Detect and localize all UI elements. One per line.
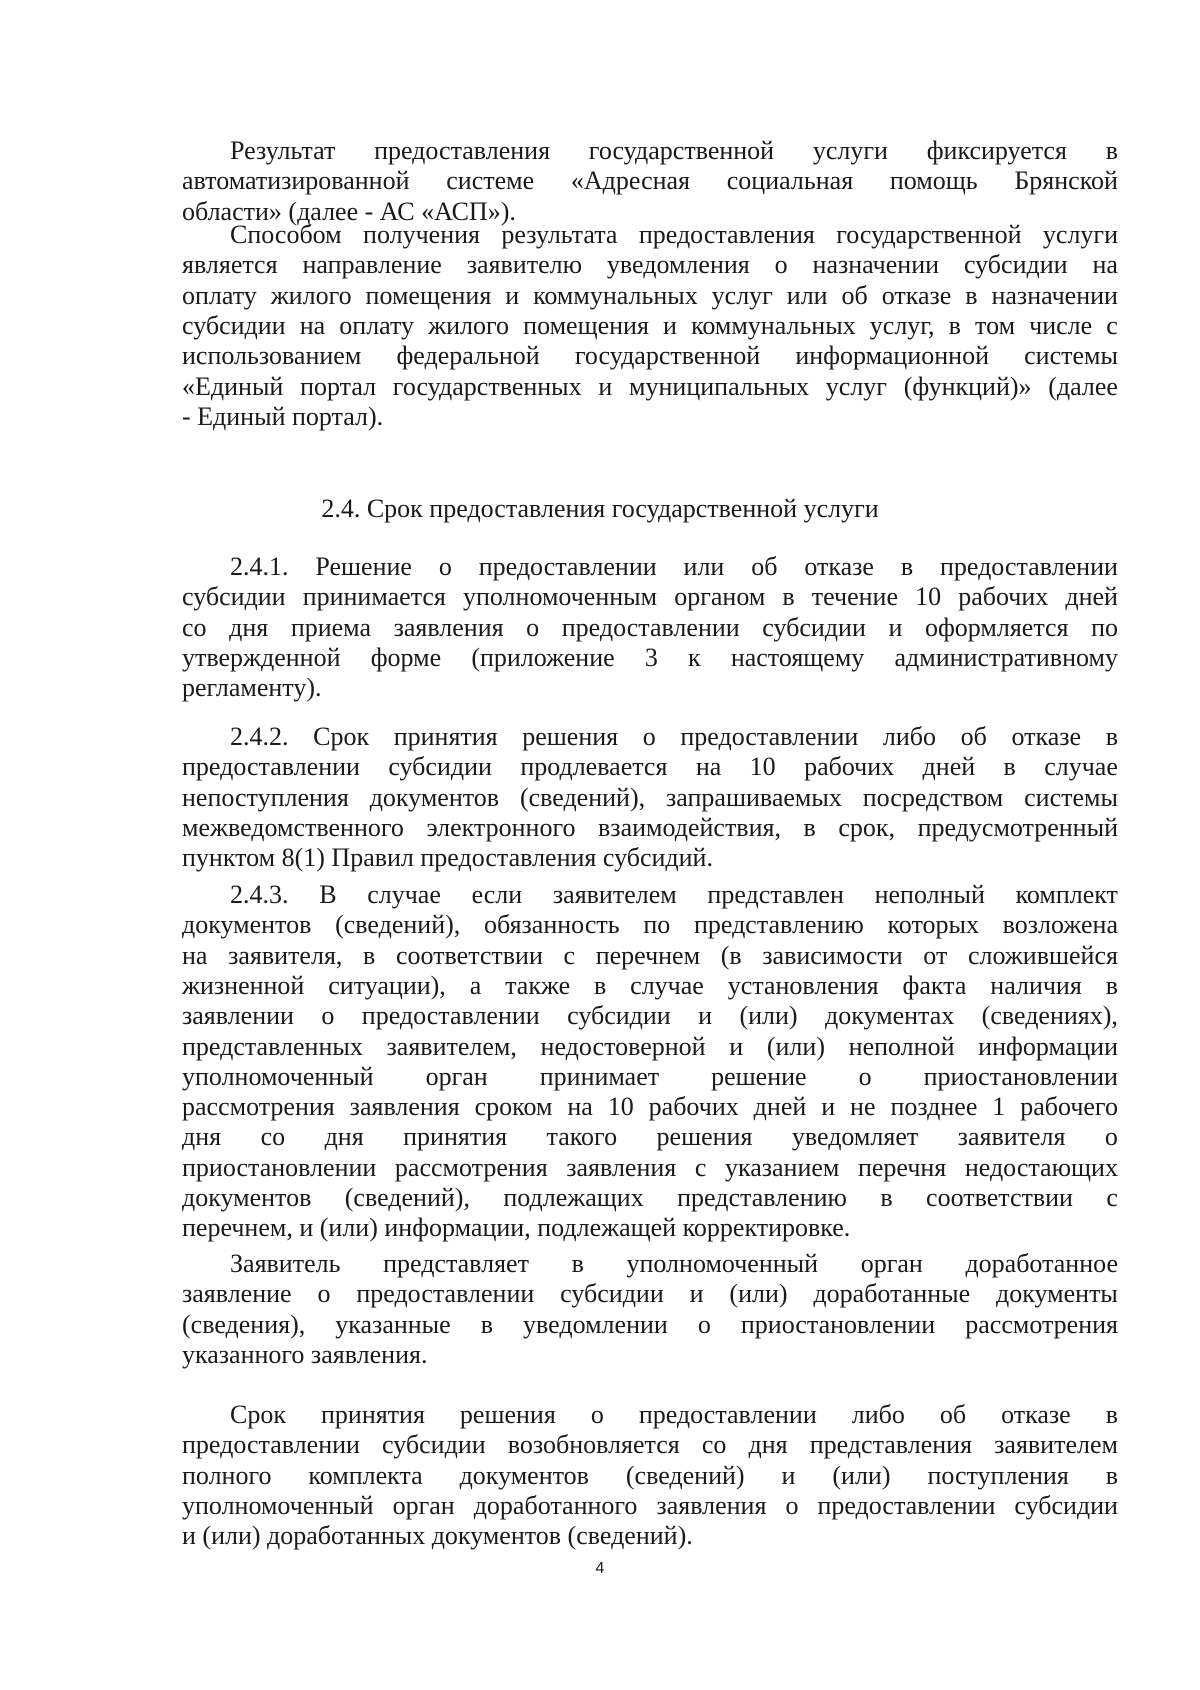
paragraph-line: «Единый портал государственных и муниципальных услуг (функций)» (далее <box>182 372 1118 401</box>
paragraph-line: на заявителя, в соответствии с перечнем (в зависимости от сложившейся <box>182 941 1118 970</box>
page-number: 4 <box>595 1560 605 1577</box>
paragraph-line: перечнем, и (или) информации, подлежащей корректировке. <box>182 1213 851 1242</box>
paragraph-line: использованием федеральной государственной информационной системы <box>182 341 1118 370</box>
paragraph-line: является направление заявителю уведомления о назначении субсидии на <box>182 250 1118 279</box>
paragraph-line: 2.4.3. В случае если заявителем представлен неполный комплект <box>230 880 1118 909</box>
paragraph-line: оплату жилого помещения и коммунальных услуг или об отказе в назначении <box>182 281 1118 310</box>
paragraph-line: рассмотрения заявления сроком на 10 рабочих дней и не позднее 1 рабочего <box>182 1092 1118 1121</box>
paragraph-line: субсидии принимается уполномоченным органом в течение 10 рабочих дней <box>182 582 1118 611</box>
paragraph-line: (сведения), указанные в уведомлении о приостановлении рассмотрения <box>182 1310 1118 1339</box>
paragraph-line: Заявитель представляет в уполномоченный орган доработанное <box>230 1249 1118 1278</box>
section-heading: 2.4. Срок предоставления государственной услуги <box>321 494 879 523</box>
paragraph-line: указанного заявления. <box>182 1340 428 1369</box>
paragraph-line: дня со дня принятия такого решения уведомляет заявителя о <box>182 1122 1118 1151</box>
paragraph-line: субсидии на оплату жилого помещения и коммунальных услуг, в том числе с <box>182 311 1118 340</box>
paragraph-line: документов (сведений), подлежащих представлению в соответствии с <box>182 1183 1118 1212</box>
paragraph-line: непоступления документов (сведений), запрашиваемых посредством системы <box>182 783 1118 812</box>
paragraph-line: регламенту). <box>182 673 322 702</box>
paragraph-line: представленных заявителем, недостоверной и (или) неполной информации <box>182 1032 1118 1061</box>
paragraph-line: заявлении о предоставлении субсидии и (или) документах (сведениях), <box>182 1001 1118 1030</box>
paragraph-line: уполномоченный орган принимает решение о приостановлении <box>182 1062 1118 1091</box>
paragraph-line: документов (сведений), обязанность по представлению которых возложена <box>182 910 1118 939</box>
paragraph-line: автоматизированной системе «Адресная социальная помощь Брянской <box>182 166 1118 195</box>
paragraph-line: уполномоченный орган доработанного заявления о предоставлении субсидии <box>182 1491 1118 1520</box>
paragraph-line: жизненной ситуации), а также в случае установления факта наличия в <box>182 971 1118 1000</box>
paragraph-line: приостановлении рассмотрения заявления с указанием перечня недостающих <box>182 1153 1118 1182</box>
paragraph-line: утвержденной форме (приложение 3 к настоящему административному <box>182 643 1118 672</box>
paragraph-line: полного комплекта документов (сведений) и (или) поступления в <box>182 1461 1118 1490</box>
paragraph-line: - Единый портал). <box>182 402 384 431</box>
paragraph-line: 2.4.1. Решение о предоставлении или об отказе в предоставлении <box>230 552 1118 581</box>
paragraph-line: и (или) доработанных документов (сведений). <box>182 1521 693 1550</box>
paragraph-line: предоставлении субсидии продлевается на 10 рабочих дней в случае <box>182 752 1118 781</box>
paragraph-line: 2.4.2. Срок принятия решения о предоставлении либо об отказе в <box>230 722 1118 751</box>
paragraph-line: Результат предоставления государственной услуги фиксируется в <box>230 136 1118 165</box>
paragraph-line: Способом получения результата предоставления государственной услуги <box>230 220 1118 249</box>
paragraph-line: области» (далее - АС «АСП»). <box>182 197 516 226</box>
paragraph-line: предоставлении субсидии возобновляется со дня представления заявителем <box>182 1430 1118 1459</box>
paragraph-line: со дня приема заявления о предоставлении субсидии и оформляется по <box>182 613 1118 642</box>
paragraph-line: заявление о предоставлении субсидии и (или) доработанные документы <box>182 1279 1118 1308</box>
paragraph-line: Срок принятия решения о предоставлении либо об отказе в <box>230 1400 1118 1429</box>
paragraph-line: пунктом 8(1) Правил предоставления субсидий. <box>182 843 713 872</box>
paragraph-line: межведомственного электронного взаимодействия, в срок, предусмотренный <box>182 813 1118 842</box>
